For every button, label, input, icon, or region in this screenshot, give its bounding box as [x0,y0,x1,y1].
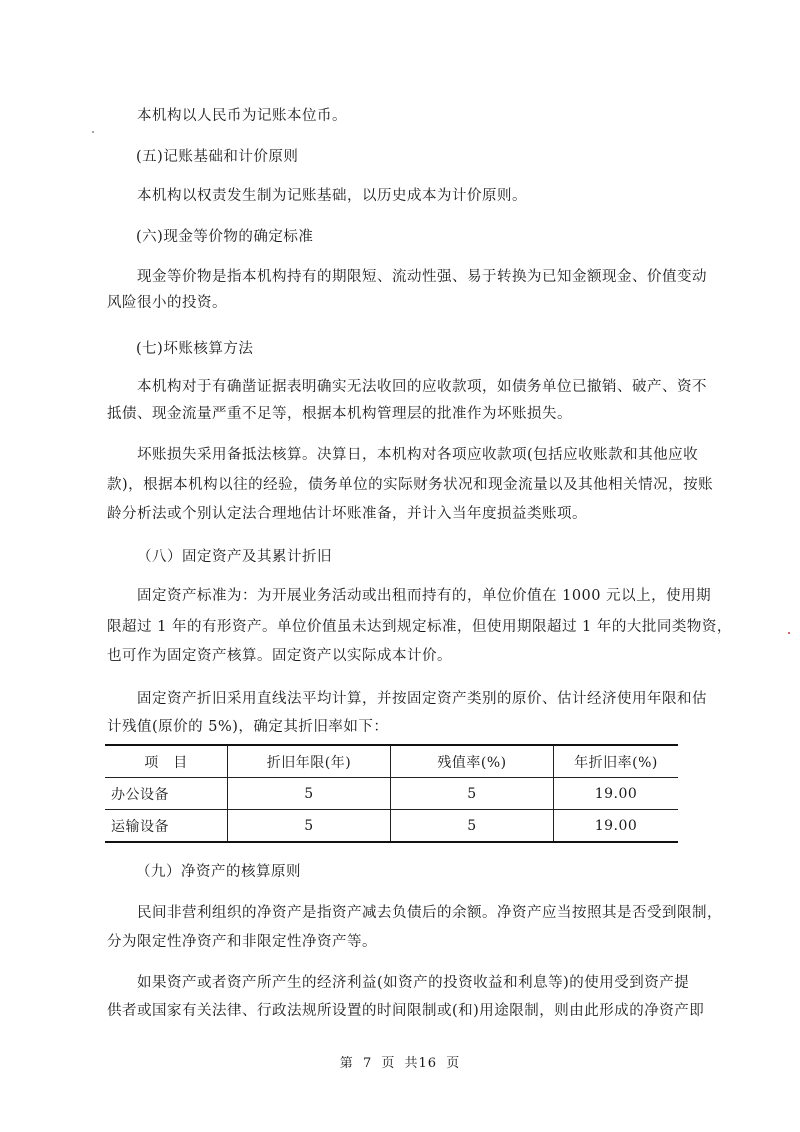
paragraph-line: 民间非营利组织的净资产是指资产减去负债后的余额。净资产应当按照其是否受到限制， [137,905,722,921]
paragraph-line: 现金等价物是指本机构持有的期限短、流动性强、易于转换为已知金额现金、价值变动 [137,269,707,285]
paragraph-line: 抵债、现金流量严重不足等，根据本机构管理层的批准作为坏账损失。 [107,406,572,422]
section-heading-8: （八）固定资产及其累计折旧 [137,549,332,565]
table-cell: 5 [391,810,554,843]
section-heading-5: (五)记账基础和计价原则 [136,149,299,165]
footer-label: 页 [381,1056,396,1071]
paragraph-line: 计残值(原价的 5%)，确定其折旧率如下： [107,719,389,735]
footer-total-pages: 共16 [404,1056,438,1071]
depreciation-table [105,744,678,843]
table-cell-item: 办公设备 [105,778,228,810]
scan-speck [92,131,94,133]
table-cell: 5 [228,810,391,843]
table-cell: 19.00 [554,810,679,843]
section-heading-7: (七)坏账核算方法 [136,341,254,357]
paragraph-line: 如果资产或者资产所产生的经济利益(如资产的投资收益和利息等)的使用受到资产提 [137,975,690,991]
paragraph-line: 本机构对于有确凿证据表明确实无法收回的应收款项，如债务单位已撤销、破产、资不 [137,379,707,395]
paragraph-line: 固定资产折旧采用直线法平均计算，并按固定资产类别的原价、估计经济使用年限和估 [137,691,707,707]
table-cell-item: 运输设备 [105,810,228,843]
table-header-row [105,745,678,778]
section-heading-9: （九）净资产的核算原则 [136,864,301,880]
table-row [105,778,678,810]
paragraph-line: 分为限定性净资产和非限定性净资产等。 [107,934,377,950]
table-header-cell: 项 目 [105,745,228,778]
footer-page-number: 7 [362,1056,373,1071]
paragraph-line: 供者或国家有关法律、行政法规所设置的时间限制或(和)用途限制，则由此形成的净资产即 [107,1003,705,1019]
paragraph-line: 风险很小的投资。 [107,295,227,311]
table-row [105,810,678,843]
paragraph-line: 限超过 1 年的有形资产。单位价值虽未达到规定标准，但使用期限超过 1 年的大批同类物资， [107,619,732,635]
paragraph-line: 本机构以权责发生制为记账基础，以历史成本为计价原则。 [137,188,527,204]
table-cell: 5 [228,778,391,810]
paragraph-line: 坏账损失采用备抵法核算。决算日，本机构对各项应收款项(包括应收账款和其他应收 [137,447,699,463]
footer-label: 第 [339,1056,354,1071]
scan-speck [788,632,790,634]
paragraph-line: 龄分析法或个别认定法合理地估计坏账准备，并计入当年度损益类账项。 [107,506,587,522]
table-header-cell: 折旧年限(年) [228,745,391,778]
table-header-cell: 年折旧率(%) [554,745,679,778]
page-footer [0,1052,800,1071]
table-cell: 19.00 [554,778,679,810]
section-heading-6: (六)现金等价物的确定标准 [136,229,314,245]
paragraph-line: 固定资产标准为：为开展业务活动或出租而持有的，单位价值在 1000 元以上，使用期 [137,588,712,604]
paragraph-line: 本机构以人民币为记账本位币。 [137,108,347,124]
table-cell: 5 [391,778,554,810]
paragraph-line: 也可作为固定资产核算。固定资产以实际成本计价。 [107,648,452,664]
footer-label: 页 [446,1056,461,1071]
paragraph-line: 款)，根据本机构以往的经验，债务单位的实际财务状况和现金流量以及其他相关情况，按账 [107,477,714,493]
table-header-cell: 残值率(%) [391,745,554,778]
